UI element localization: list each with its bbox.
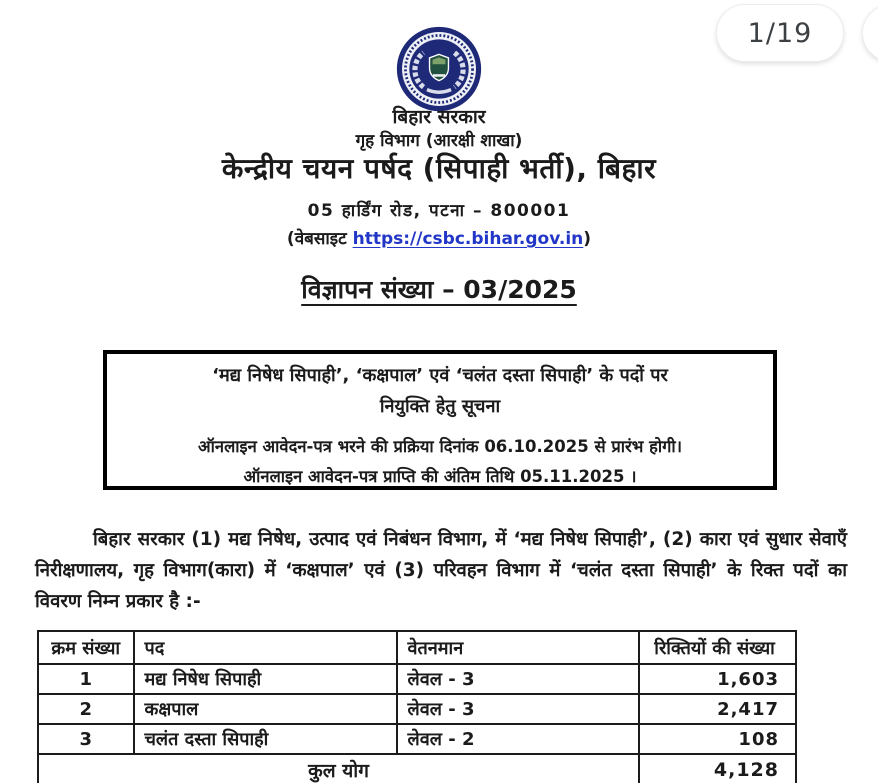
cell-post: कक्षपाल xyxy=(134,694,397,724)
header-pay: वेतनमान xyxy=(397,631,640,664)
page-indicator-badge xyxy=(716,4,844,62)
header-serial: क्रम संख्या xyxy=(38,631,134,664)
partial-toolbar-badge xyxy=(862,4,878,62)
table-row xyxy=(38,664,796,694)
cell-pay: लेवल - 3 xyxy=(397,694,640,724)
cell-pay: लेवल - 2 xyxy=(397,724,640,754)
website-suffix: ) xyxy=(583,229,592,249)
department-line: गृह विभाग (आरक्षी शाखा) xyxy=(355,131,523,151)
cell-serial: 3 xyxy=(38,724,134,754)
page-indicator-text: 1/19 xyxy=(747,17,813,49)
website-link[interactable]: https://csbc.bihar.gov.in xyxy=(352,229,584,249)
cell-post: मद्य निषेध सिपाही xyxy=(134,664,397,694)
cell-pay: लेवल - 3 xyxy=(397,664,640,694)
cell-serial: 1 xyxy=(38,664,134,694)
government-line: बिहार सरकार xyxy=(392,106,486,128)
cell-vacancies: 1,603 xyxy=(639,664,796,694)
cell-serial: 2 xyxy=(38,694,134,724)
address-line: 05 हार्डिंग रोड, पटना – 800001 xyxy=(307,201,571,221)
table-header-row xyxy=(38,631,796,664)
total-value: 4,128 xyxy=(639,754,796,783)
header-post: पद xyxy=(134,631,397,664)
notice-box xyxy=(103,350,777,490)
notice-start-date-line: ऑनलाइन आवेदन-पत्र भरने की प्रक्रिया दिनांक 06.10.2025 से प्रारंभ होगी। xyxy=(198,437,682,456)
table-row xyxy=(38,724,796,754)
vacancy-table xyxy=(37,630,797,783)
advertisement-number: विज्ञापन संख्या – 03/2025 xyxy=(301,275,577,304)
header-vacancies: रिक्तियों की संख्या xyxy=(639,631,796,664)
website-prefix: (वेबसाइट xyxy=(286,229,347,249)
table-total-row xyxy=(38,754,796,783)
organisation-title: केन्द्रीय चयन पर्षद (सिपाही भर्ती), बिहार xyxy=(221,152,657,185)
notice-title-line2: नियुक्ति हेतु सूचना xyxy=(379,396,501,417)
total-label: कुल योग xyxy=(38,754,639,783)
notice-title-line1: ‘मद्य निषेध सिपाही’, ‘कक्षपाल’ एवं ‘चलंत दस्ता सिपाही’ के पदों पर xyxy=(212,365,668,386)
website-line xyxy=(0,226,878,249)
intro-paragraph: बिहार सरकार (1) मद्य निषेध, उत्पाद एवं निबंधन विभाग, में ‘मद्य निषेध सिपाही’, (2) कारा एवं सुधार सेवाएँ निरीक्षणालय, गृह विभाग(कारा) में ‘कक्षपाल’ एवं (3) परिवहन विभाग में ‘चलंत दस्ता सिपाही’ के रिक्त पदों का विवरण निम्न प्रकार है :- xyxy=(35,529,847,612)
cell-vacancies: 2,417 xyxy=(639,694,796,724)
notice-end-date-line: ऑनलाइन आवेदन-पत्र प्राप्ति की अंतिम तिथि 05.11.2025 । xyxy=(243,467,637,486)
table-row xyxy=(38,694,796,724)
cell-vacancies: 108 xyxy=(639,724,796,754)
cell-post: चलंत दस्ता सिपाही xyxy=(134,724,397,754)
